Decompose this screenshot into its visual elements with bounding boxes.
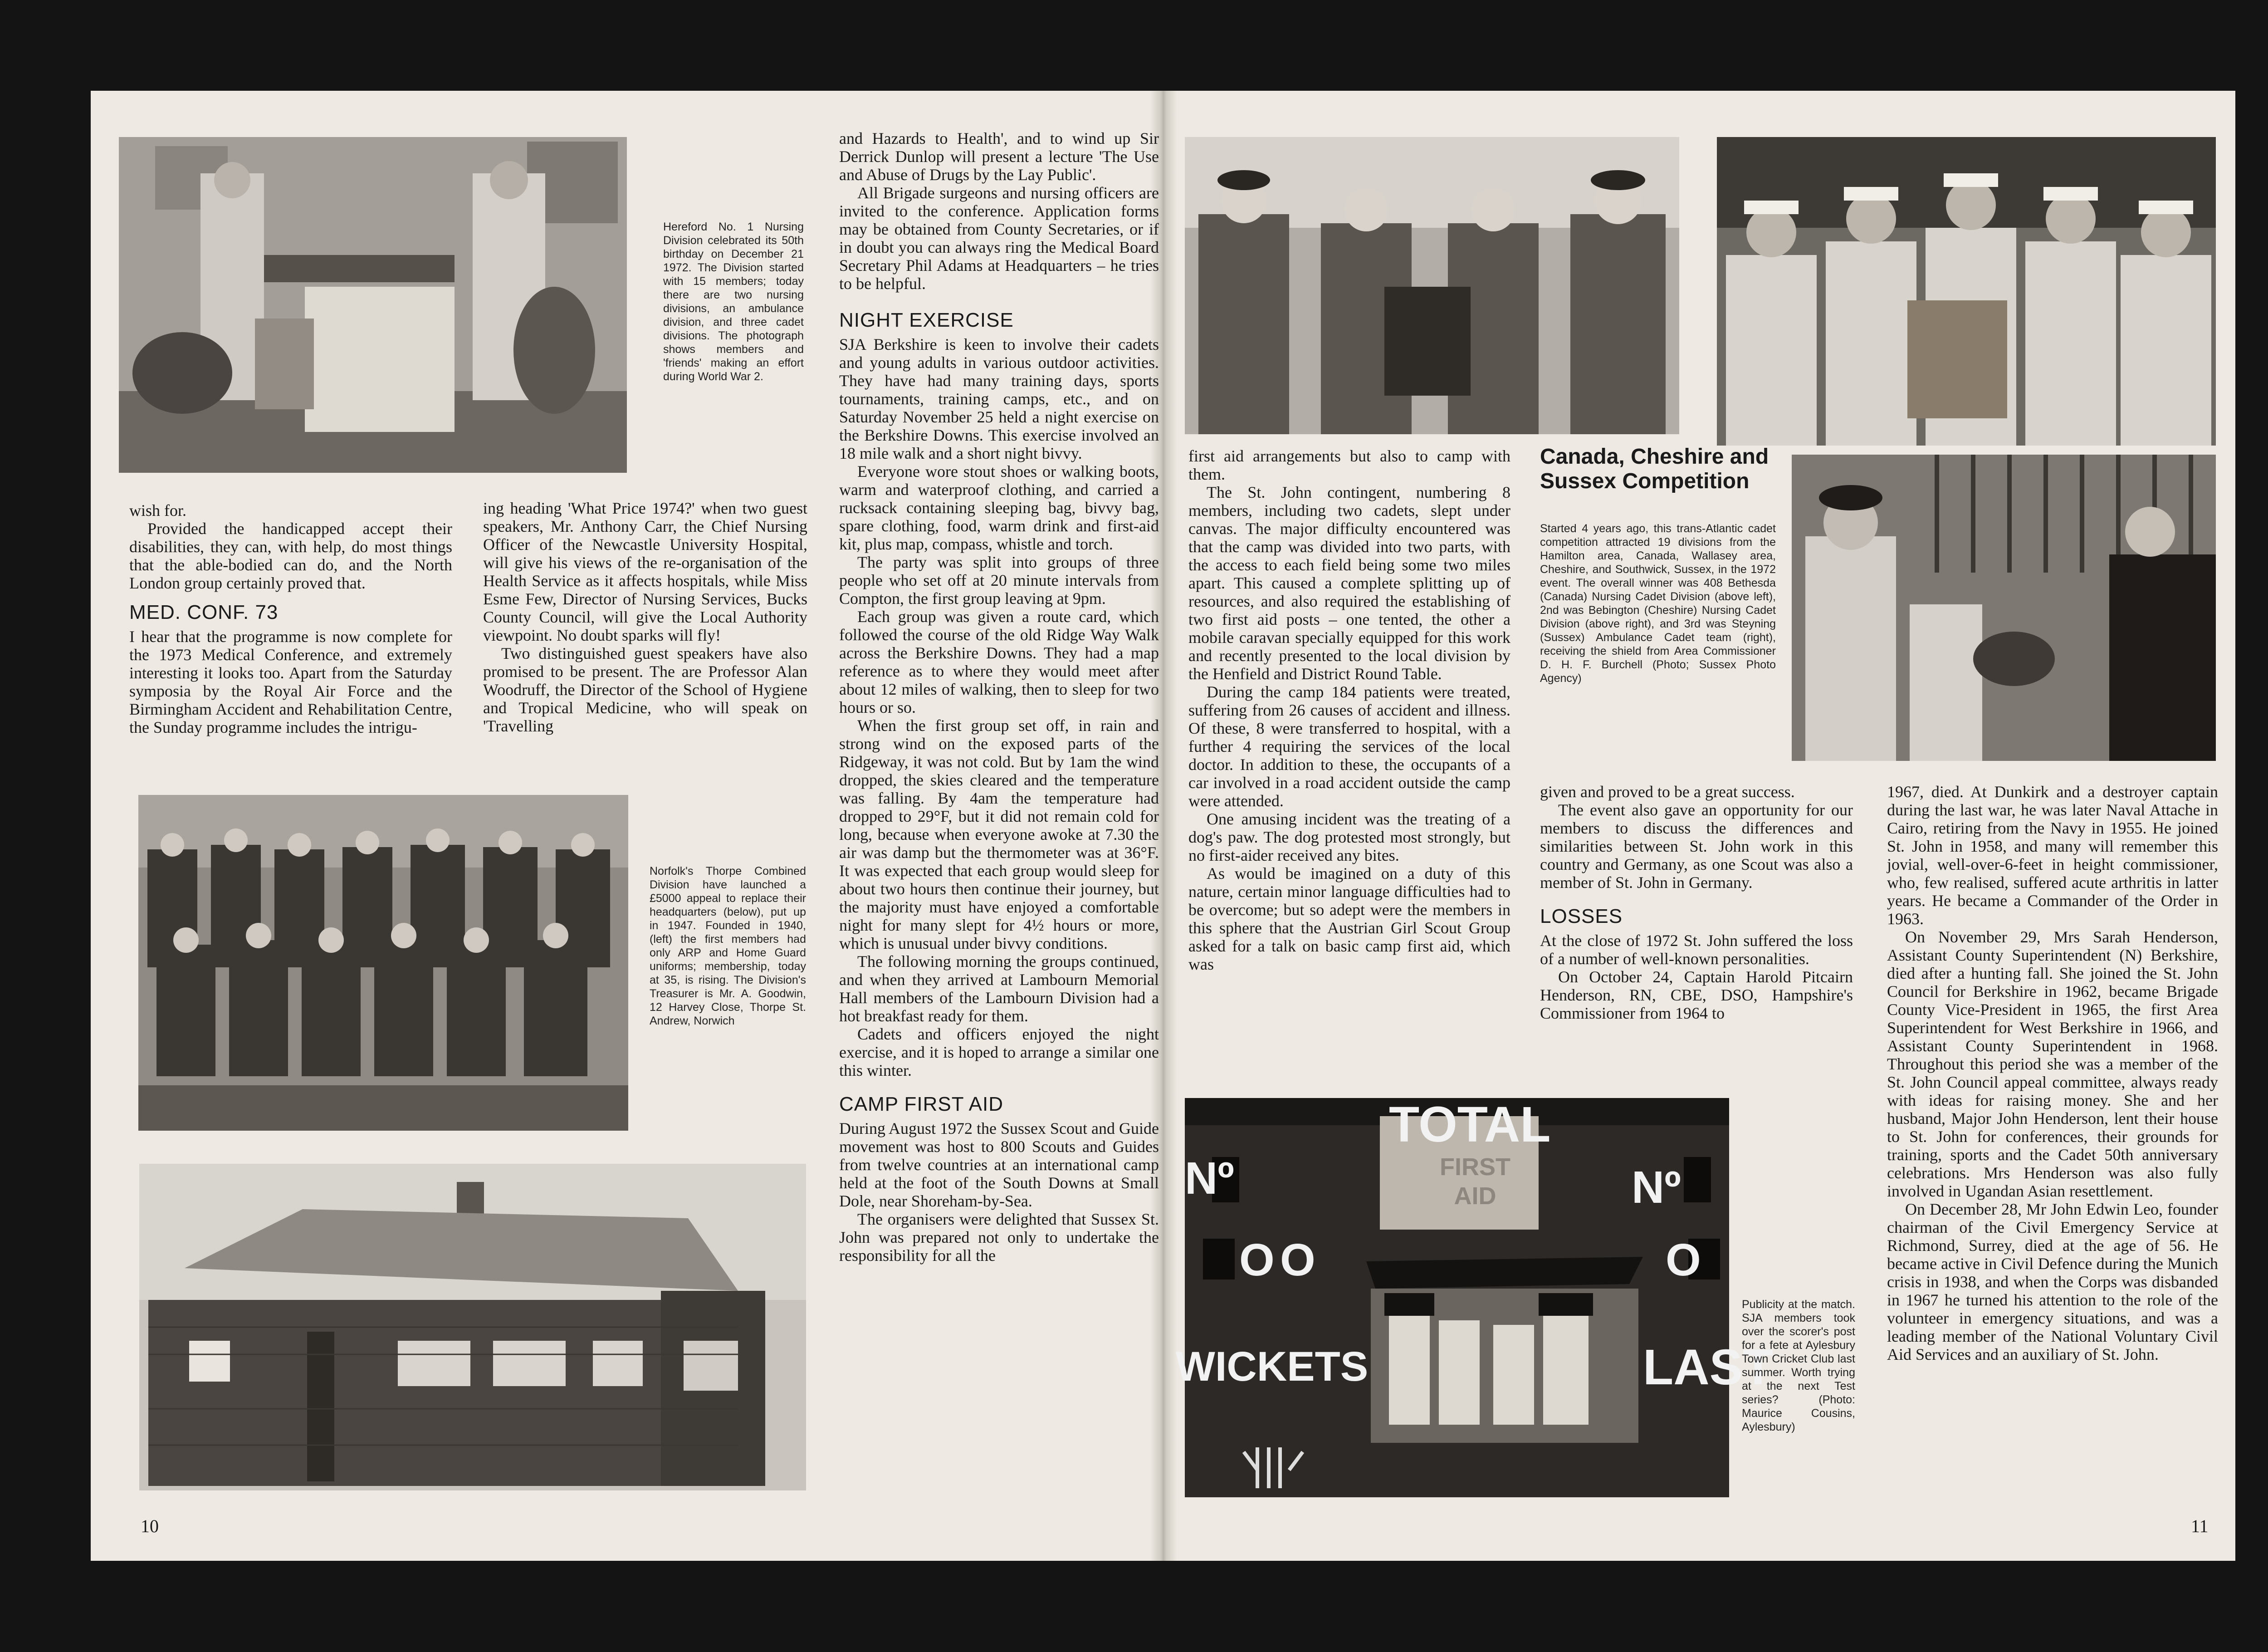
paragraph: I hear that the programme is now complete for the 1973 Medical Conference, and extremely interesting it looks too. Apart from the Saturday symposia by the Royal Air Force and the Birmingham Accident and Rehabilitation Centre, the Sunday programme includes the intrigu- <box>129 627 452 736</box>
paragraph: The following morning the groups continued, and when they arrived at Lambourn Memorial Hall members of the Lambourn Division had a hot breakfast ready for them. <box>839 952 1159 1025</box>
paragraph: On December 28, Mr John Edwin Leo, founder chairman of the Civil Emergency Service at Richmond, Surrey, died at the age of 56. He became active in Civil Defence during the Munich crisis in 1938, and when the Corps was disbanded in 1967 he turned his attention to the role of the volunteer in emergency situations, and was a leading member of the National Voluntary Civil Aid Services and an auxiliary of St. John. <box>1887 1200 2218 1363</box>
photo-norfolk-group <box>138 795 628 1131</box>
caption-hereford: Hereford No. 1 Nursing Division celebrated its 50th birthday on December 21 1972. The Division started with 15 members; today there are two nursing divisions, an ambulance division, and three cadet divisions. The photograph shows members and 'friends' making an effort during World War 2. <box>663 221 804 383</box>
paragraph: The organisers were delighted that Sussex St. John was prepared not only to undertake the responsibility for all the <box>839 1210 1159 1265</box>
photo-canadian-cadets <box>1185 137 1679 434</box>
right-col3-text <box>1887 783 2218 1363</box>
paragraph: 1967, died. At Dunkirk and a destroyer captain during the last war, he was later Naval Attache in Cairo, retiring from the Navy in 1955. He joined St. John in 1958, and many will remember this jovial, well-over-6-feet in height commissioner, who, few realised, suffered acute arthritis in latter years. He became a Commander of the Order in 1963. <box>1887 783 2218 928</box>
left-col1-text <box>129 501 452 736</box>
paragraph: wish for. <box>129 501 186 520</box>
paragraph: As would be imagined on a duty of this nature, certain minor language difficulties had to be overcome; but so adept were the members in this sphere that the Austrian Girl Scout Group asked for a talk on basic camp first aid, which was <box>1188 864 1510 973</box>
paragraph: given and proved to be a great success. <box>1540 783 1795 801</box>
paragraph: On November 29, Mrs Sarah Henderson, Assistant County Superintendent (N) Berkshire, died after a hunting fall. She joined the St. John Council for Berkshire in 1962, became Brigade County Vice-President in 1965, the first Area Superintendent for West Berkshire in 1966, and Assistant County Superintendent in 1968. Throughout this period she was a member of the St. John Council appeal committee, always ready with ideas for raising money. She and her husband, Major John Henderson, lent their house to St. John for conferences, their grounds for training, sports and the Cadet 50th anniversary celebrations. Mrs Henderson was also fully involved in Ugandan Asian resettlement. <box>1887 928 2218 1200</box>
paragraph: ing heading 'What Price 1974?' when two guest speakers, Mr. Anthony Carr, the Chief Nursing Officer of the Newcastle University Hospital, will give his views of the re-organisation of the Health Service as it affects hospitals, while Miss Esme Few, Director of Nursing Services, Bucks County Council, will give the Local Authority viewpoint. No doubt sparks will fly! <box>483 499 807 644</box>
paragraph: SJA Berkshire is keen to involve their cadets and young adults in various outdoor activities. They have had many training days, sports tournaments, training camps, etc., and on Saturday November 25 held a night exercise on the Berkshire Downs. This exercise involved an 18 mile walk and a short night bivvy. <box>839 335 1159 462</box>
heading-camp-first-aid: CAMP FIRST AID <box>839 1093 1004 1115</box>
heading-canada-competition: Canada, Cheshire and Sussex Competition <box>1540 445 1769 493</box>
paragraph: first aid arrangements but also to camp with them. <box>1188 447 1510 483</box>
photo-headquarters-hut <box>139 1164 806 1490</box>
scoreboard-no-right: Nº <box>1632 1162 1681 1213</box>
scoreboard-first-aid-sign: FIRST AID <box>1440 1153 1510 1210</box>
paragraph: At the close of 1972 St. John suffered the loss of a number of well-known personalities. <box>1540 931 1853 968</box>
paragraph: and Hazards to Health', and to wind up Sir Derrick Dunlop will present a lecture 'The Use and Abuse of Drugs by the Lay Public'. <box>839 129 1159 184</box>
left-col3-text <box>839 129 1159 1265</box>
scoreboard-last-label: LAST <box>1643 1339 1774 1395</box>
paragraph: The St. John contingent, numbering 8 members, including two cadets, slept under canvas. The major difficulty encountered was that the camp was divided into two parts, with the access to each field being some two miles apart. This caused a complete splitting up of resources, and also required the establishing of two first aid posts – one tented, the other a mobile caravan specially equipped for this work and recently presented to the local division by the Henfield and District Round Table. <box>1188 483 1510 683</box>
paragraph: The event also gave an opportunity for our members to discuss the differences and similarities between St. John work in this country and Germany, as one Scout was also a member of St. John in Germany. <box>1540 801 1853 892</box>
scoreboard-digit-c: O <box>1666 1235 1701 1285</box>
paragraph: Provided the handicapped accept their disabilities, they can, with help, do most things that the able-bodied can do, and the North London group certainly proved that. <box>129 520 452 592</box>
caption-scoreboard: Publicity at the match. SJA members took over the scorer's post for a fete at Aylesbury Town Cricket Club last summer. Worth trying at the next Test series? (Photo: Maurice Cousins, Aylesbury) <box>1742 1298 1855 1433</box>
paragraph: Each group was given a route card, which followed the course of the old Ridge Way Walk across the Berkshire Downs. They had a map reference as to where they would meet after about 12 miles of walking, then to sleep for two hours or so. <box>839 608 1159 716</box>
paragraph: On October 24, Captain Harold Pitcairn Henderson, RN, CBE, DSO, Hampshire's Commissioner from 1964 to <box>1540 968 1853 1022</box>
page-number-right: 11 <box>2191 1516 2209 1536</box>
photo-hereford-nurses <box>119 137 627 473</box>
photo-steyning-cadets-shield <box>1792 455 2216 761</box>
paragraph: When the first group set off, in rain and strong wind on the exposed parts of the Ridgeway, it was not cold. But by 1am the wind dropped, the skies cleared and the temperature was falling. By 4am the temperature had dropped to 29°F, but it did not remain cold for long, because when everyone awoke at 7.30 the air was damp but the thermometer was at 36°F. It was expected that each group would sleep for about two hours then continue their journey, but the majority must have enjoyed a comfortable night for many slept for 4½ hours or more, which is unusual under bivvy conditions. <box>839 716 1159 952</box>
scoreboard-digit-a: O <box>1239 1235 1275 1285</box>
photo-cricket-scoreboard <box>1176 1097 1774 1497</box>
paragraph: One amusing incident was the treating of a dog's paw. The dog protested most strongly, but no first-aider received any bites. <box>1188 810 1510 864</box>
heading-losses: LOSSES <box>1540 905 1623 927</box>
scoreboard-digit-b: O <box>1280 1235 1315 1285</box>
right-col1-text <box>1188 447 1510 973</box>
paragraph: During August 1972 the Sussex Scout and Guide movement was host to 800 Scouts and Guides from twelve countries at an international camp held at the foot of the South Downs at Small Dole, near Shoreham-by-Sea. <box>839 1119 1159 1210</box>
page-number-left: 10 <box>141 1516 159 1536</box>
heading-med-conf: MED. CONF. 73 <box>129 601 279 623</box>
paragraph: All Brigade surgeons and nursing officers are invited to the conference. Application forms may be obtained from County Secretaries, or if in doubt you can always ring the Medical Board Secretary Phil Adams at Headquarters – he tries to be helpful. <box>839 184 1159 293</box>
left-col2-text <box>483 499 807 735</box>
photo-bebington-nursing-cadets <box>1717 137 2216 446</box>
caption-canada-competition: Started 4 years ago, this trans-Atlantic cadet competition attracted 19 divisions from the Hamilton area, Canada, Wallasey area, Cheshire, and Southwick, Sussex, in the 1972 event. The overall winner was 408 Bethesda (Canada) Nursing Cadet Division (above left), 2nd was Bebington (Cheshire) Nursing Cadet Division (above right), and 3rd was Steyning (Sussex) Ambulance Cadet team (right), receiving the shield from Area Commissioner D. H. F. Burchell (Photo; Sussex Photo Agency) <box>1540 522 1776 685</box>
scoreboard-no-left: Nº <box>1185 1153 1234 1204</box>
caption-norfolk: Norfolk's Thorpe Combined Division have launched a £5000 appeal to replace their headquarters (below), put up in 1947. Founded in 1940, (left) the first members had only ARP and Home Guard uniforms; membership, today at 35, is rising. The Division's Treasurer is Mr. A. Goodwin, 12 Harvey Close, Thorpe St. Andrew, Norwich <box>650 865 806 1027</box>
heading-night-exercise: NIGHT EXERCISE <box>839 309 1014 331</box>
right-col2-text <box>1540 783 1853 1022</box>
paragraph: Two distinguished guest speakers have also promised to be present. The are Professor Alan Woodruff, the Director of the School of Hygiene and Tropical Medicine, who will speak on 'Travelling <box>483 644 807 735</box>
paragraph: Everyone wore stout shoes or walking boots, warm and waterproof clothing, and carried a rucksack containing sleeping bag, bivvy bag, spare clothing, food, warm drink and first-aid kit, plus map, compass, whistle and torch. <box>839 462 1159 553</box>
paragraph: The party was split into groups of three people who set off at 20 minute intervals from Compton, the first group leaving at 9pm. <box>839 553 1159 608</box>
scoreboard-wickets-label: WICKETS <box>1176 1343 1369 1390</box>
scoreboard-total-label: TOTAL <box>1389 1097 1551 1152</box>
paragraph: During the camp 184 patients were treated, suffering from 26 causes of accident and illness. Of these, 8 were transferred to hospital, with a further 4 requiring the services of the local doctor. In addition to these, the occupants of a car involved in a road accident outside the camp were attended. <box>1188 683 1510 810</box>
paragraph: Cadets and officers enjoyed the night exercise, and it is hoped to arrange a similar one this winter. <box>839 1025 1159 1079</box>
